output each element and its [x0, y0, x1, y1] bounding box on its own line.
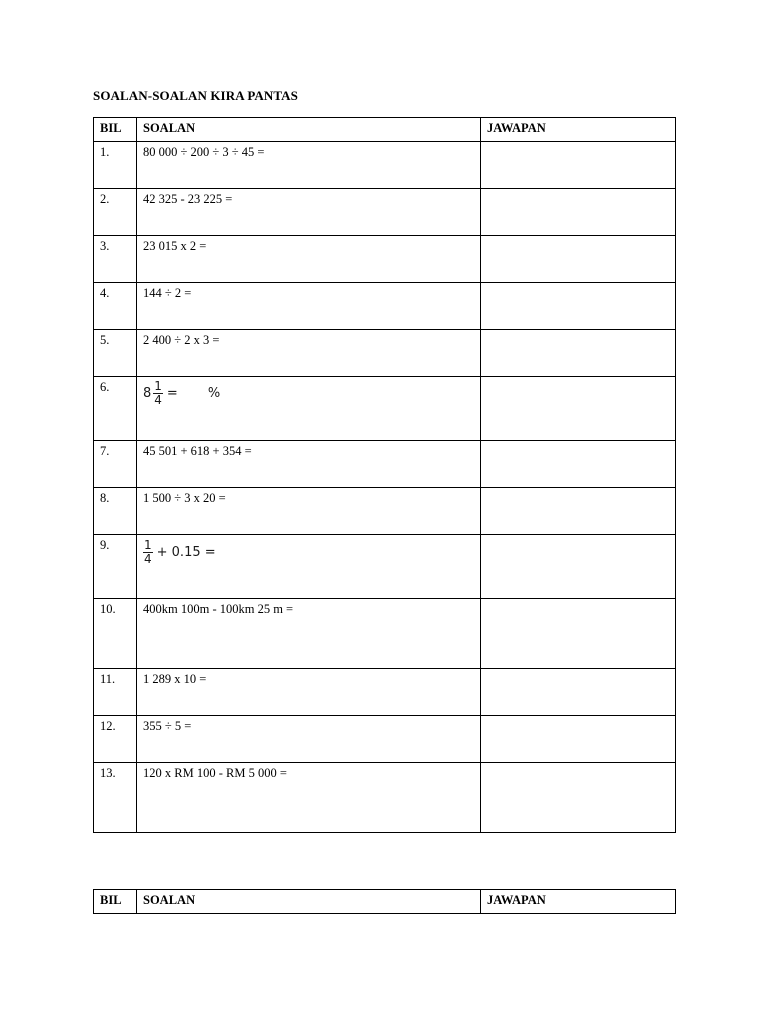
- fraction-rest: + 0.15 =: [156, 545, 216, 560]
- table-row: [94, 236, 676, 283]
- answer-cell[interactable]: [481, 441, 676, 488]
- fraction-equals: =: [166, 386, 178, 401]
- percent-sign: %: [207, 386, 221, 401]
- fraction: [153, 380, 163, 407]
- answer-cell[interactable]: [481, 142, 676, 189]
- question-text: 400km 100m - 100km 25 m =: [137, 599, 481, 669]
- row-number: 6.: [94, 377, 137, 441]
- table-row: [94, 189, 676, 236]
- row-number: 9.: [94, 535, 137, 599]
- table-row: [94, 441, 676, 488]
- answer-cell[interactable]: [481, 599, 676, 669]
- table-row: [94, 377, 676, 441]
- question-fraction: [137, 377, 481, 441]
- answer-cell[interactable]: [481, 236, 676, 283]
- table-row: [94, 669, 676, 716]
- table-row: [94, 716, 676, 763]
- fraction-denominator: 4: [154, 393, 162, 407]
- answer-cell[interactable]: [481, 488, 676, 535]
- question-text: 1 289 x 10 =: [137, 669, 481, 716]
- table-header-row: [94, 118, 676, 142]
- question-text: 355 ÷ 5 =: [137, 716, 481, 763]
- question-text: 23 015 x 2 =: [137, 236, 481, 283]
- row-number: 10.: [94, 599, 137, 669]
- row-number: 11.: [94, 669, 137, 716]
- fraction-numerator: 1: [144, 538, 152, 552]
- question-text: 120 x RM 100 - RM 5 000 =: [137, 763, 481, 833]
- header-bil: BIL: [94, 890, 137, 914]
- question-text: 1 500 ÷ 3 x 20 =: [137, 488, 481, 535]
- row-number: 5.: [94, 330, 137, 377]
- table-row: [94, 535, 676, 599]
- header-bil: BIL: [94, 118, 137, 142]
- table-row: [94, 763, 676, 833]
- row-number: 12.: [94, 716, 137, 763]
- row-number: 1.: [94, 142, 137, 189]
- answer-cell[interactable]: [481, 377, 676, 441]
- fraction-expression: [143, 539, 216, 566]
- answer-cell[interactable]: [481, 763, 676, 833]
- header-soalan: SOALAN: [137, 118, 481, 142]
- mixed-fraction-expression: [143, 380, 220, 407]
- answer-cell[interactable]: [481, 716, 676, 763]
- question-fraction: [137, 535, 481, 599]
- fraction: [143, 539, 153, 566]
- table-row: [94, 330, 676, 377]
- question-text: 2 400 ÷ 2 x 3 =: [137, 330, 481, 377]
- answer-cell[interactable]: [481, 283, 676, 330]
- row-number: 8.: [94, 488, 137, 535]
- page-title: SOALAN-SOALAN KIRA PANTAS: [93, 88, 298, 103]
- row-number: 3.: [94, 236, 137, 283]
- question-text: 45 501 + 618 + 354 =: [137, 441, 481, 488]
- table-row: [94, 488, 676, 535]
- header-soalan: SOALAN: [137, 890, 481, 914]
- row-number: 4.: [94, 283, 137, 330]
- fraction-denominator: 4: [144, 552, 152, 566]
- answer-cell[interactable]: [481, 535, 676, 599]
- table-row: [94, 142, 676, 189]
- fraction-numerator: 1: [154, 379, 162, 393]
- header-jawapan: JAWAPAN: [481, 890, 676, 914]
- question-text: 144 ÷ 2 =: [137, 283, 481, 330]
- header-jawapan: JAWAPAN: [481, 118, 676, 142]
- answer-cell[interactable]: [481, 330, 676, 377]
- question-text: 80 000 ÷ 200 ÷ 3 ÷ 45 =: [137, 142, 481, 189]
- answer-cell[interactable]: [481, 669, 676, 716]
- questions-table: [93, 117, 676, 833]
- answer-cell[interactable]: [481, 189, 676, 236]
- row-number: 13.: [94, 763, 137, 833]
- questions-table-continued: [93, 889, 676, 914]
- table-row: [94, 599, 676, 669]
- table-header-row: [94, 890, 676, 914]
- table-row: [94, 283, 676, 330]
- row-number: 2.: [94, 189, 137, 236]
- question-text: 42 325 - 23 225 =: [137, 189, 481, 236]
- row-number: 7.: [94, 441, 137, 488]
- fraction-whole: 8: [143, 386, 152, 401]
